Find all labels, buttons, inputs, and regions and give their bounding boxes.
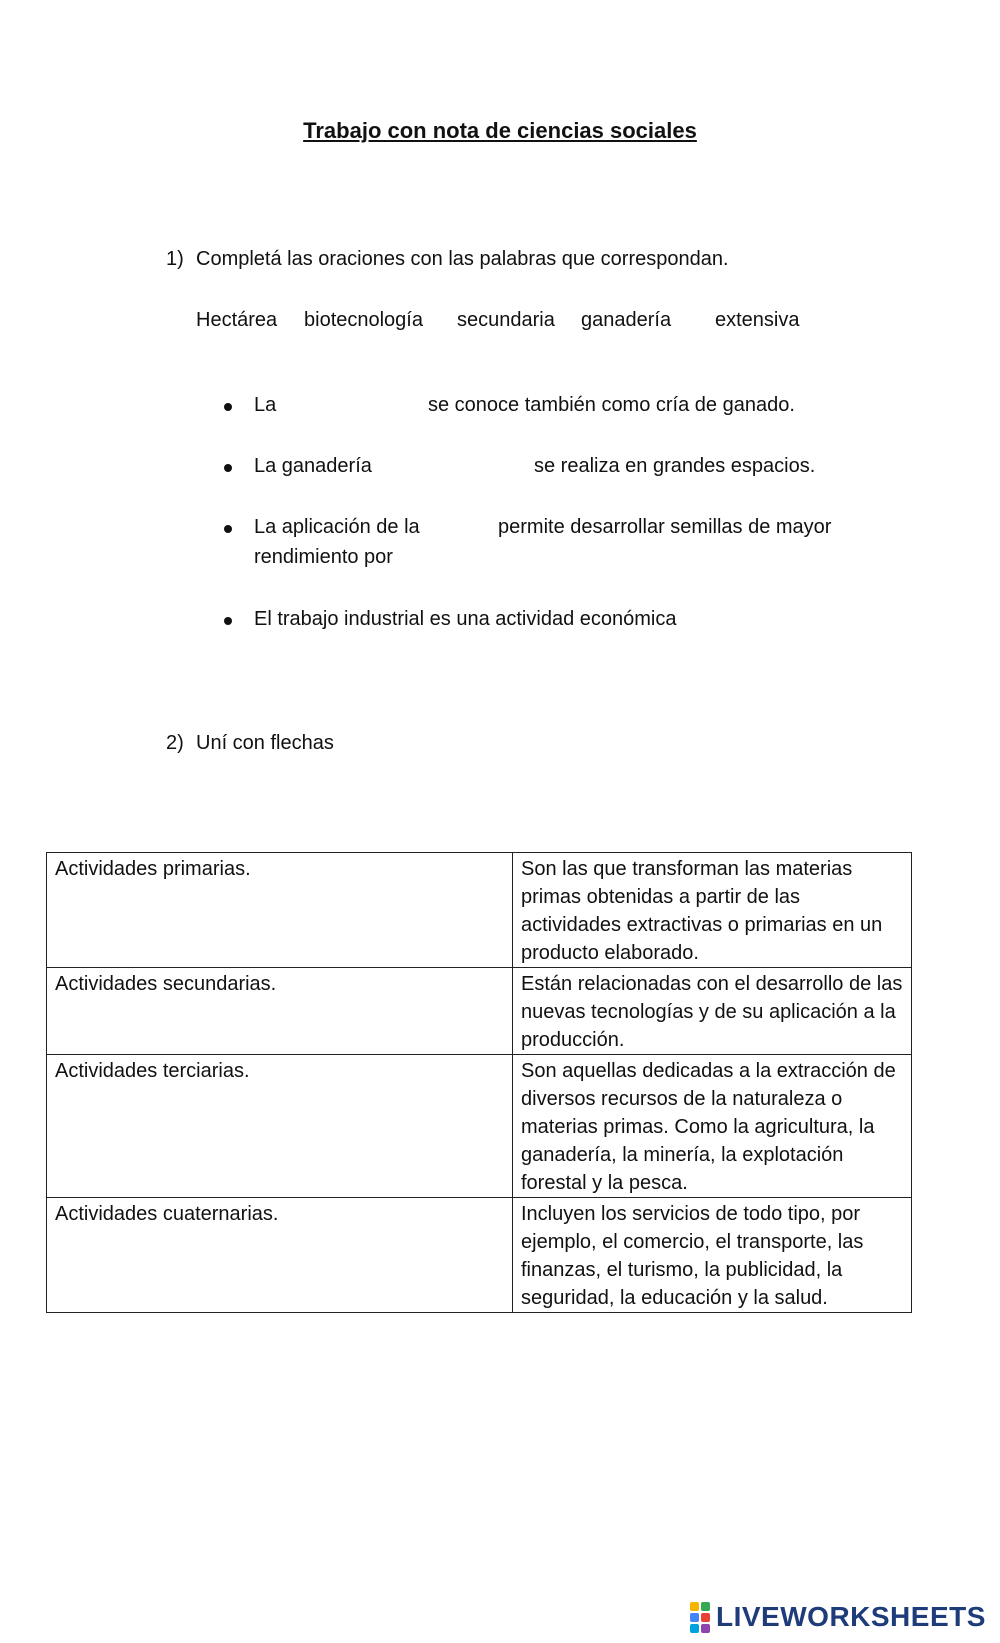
activity-label[interactable]: Actividades terciarias. bbox=[47, 1055, 513, 1198]
logo-square bbox=[690, 1624, 699, 1633]
sentence-2-start: La ganadería bbox=[254, 455, 372, 477]
question-2-number: 2) bbox=[166, 732, 184, 754]
logo-square bbox=[690, 1602, 699, 1611]
sentence-1-start: La bbox=[254, 394, 277, 416]
logo-grid-icon bbox=[690, 1602, 710, 1633]
answer-blank-2[interactable] bbox=[380, 453, 530, 479]
activity-description[interactable]: Incluyen los servicios de todo tipo, por ejemplo, el comercio, el transporte, las finanzas, el turismo, la publicidad, la seguridad, la educación y la salud. bbox=[513, 1198, 912, 1313]
sentence-1-end: se conoce también como cría de ganado. bbox=[428, 394, 795, 416]
sentence-4-start: El trabajo industrial es una actividad económica bbox=[254, 608, 677, 630]
sentence-2-end: se realiza en grandes espacios. bbox=[534, 455, 816, 477]
word-bank-item: extensiva bbox=[715, 309, 800, 331]
word-bank-item: biotecnología bbox=[304, 309, 423, 331]
activity-label[interactable]: Actividades cuaternarias. bbox=[47, 1198, 513, 1313]
bullet-icon bbox=[224, 617, 232, 625]
word-bank-item: Hectárea bbox=[196, 309, 278, 331]
activity-description[interactable]: Son las que transforman las materias primas obtenidas a partir de las actividades extractivas o primarias en un producto elaborado. bbox=[513, 853, 912, 968]
activity-label[interactable]: Actividades primarias. bbox=[47, 853, 513, 968]
table-row bbox=[47, 1055, 912, 1198]
sentence-3-start: La aplicación de la bbox=[254, 516, 420, 538]
word-bank-item: secundaria bbox=[457, 309, 555, 331]
sentence-3-end: permite desarrollar semillas de mayor bbox=[498, 516, 832, 538]
answer-blank-3[interactable] bbox=[430, 514, 494, 540]
bullet-icon bbox=[224, 403, 232, 411]
answer-blank-1[interactable] bbox=[288, 392, 420, 418]
table-row bbox=[47, 853, 912, 968]
question-2-heading bbox=[166, 732, 334, 755]
table-row bbox=[47, 1198, 912, 1313]
sentence-3-line-2: rendimiento por bbox=[254, 546, 393, 568]
activity-description[interactable]: Están relacionadas con el desarrollo de las nuevas tecnologías y de su aplicación a la producción. bbox=[513, 968, 912, 1055]
bullet-icon bbox=[224, 525, 232, 533]
brand-name: LIVEWORKSHEETS bbox=[716, 1601, 986, 1632]
question-1-number: 1) bbox=[166, 248, 184, 270]
page-title: Trabajo con nota de ciencias sociales bbox=[303, 118, 697, 143]
liveworksheets-logo bbox=[690, 1601, 986, 1633]
activity-description[interactable]: Son aquellas dedicadas a la extracción de diversos recursos de la naturaleza o materias primas. Como la agricultura, la ganadería, la minería, la explotación forestal y la pesca. bbox=[513, 1055, 912, 1198]
logo-square bbox=[701, 1624, 710, 1633]
logo-square bbox=[690, 1613, 699, 1622]
answer-blank-4[interactable] bbox=[412, 544, 576, 570]
bullet-icon bbox=[224, 464, 232, 472]
word-bank-item: ganadería bbox=[581, 309, 672, 331]
activity-label[interactable]: Actividades secundarias. bbox=[47, 968, 513, 1055]
matching-table bbox=[46, 852, 912, 1313]
logo-square bbox=[701, 1613, 710, 1622]
question-2-instruction: Uní con flechas bbox=[196, 732, 334, 754]
answer-blank-5[interactable] bbox=[700, 606, 874, 632]
table-row bbox=[47, 968, 912, 1055]
question-1-instruction: Completá las oraciones con las palabras que correspondan. bbox=[196, 248, 729, 270]
logo-square bbox=[701, 1602, 710, 1611]
question-1-heading bbox=[166, 248, 729, 271]
